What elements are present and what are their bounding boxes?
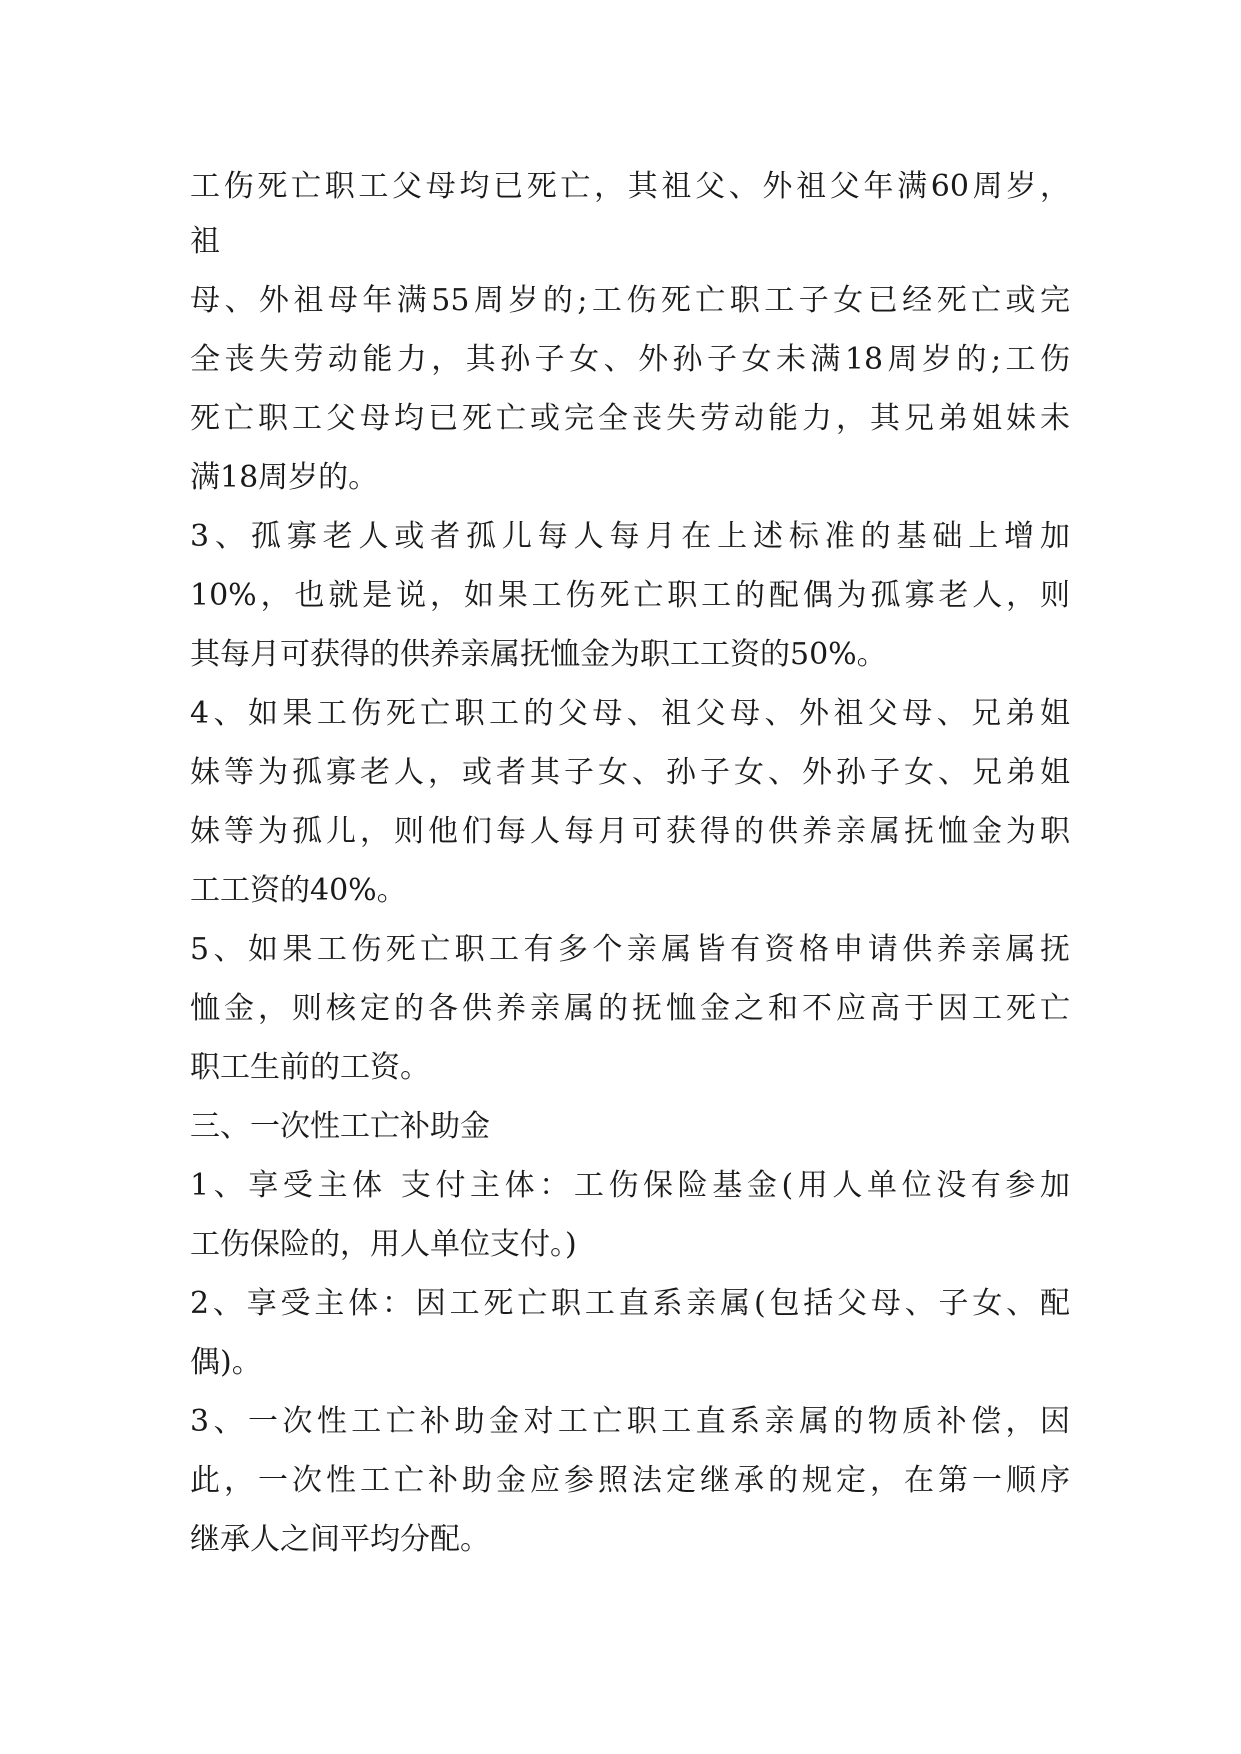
text-line: 其每月可获得的供养亲属抚恤金为职工工资的50%。: [190, 637, 887, 672]
text-line: 满18周岁的。: [190, 460, 379, 495]
text-line: 恤金，则核定的各供养亲属的抚恤金之和不应高于因工死亡: [190, 991, 1070, 1026]
text-line: 3、孤寡老人或者孤儿每人每月在上述标准的基础上增加: [190, 519, 1070, 554]
text-line: 妹等为孤儿，则他们每人每月可获得的供养亲属抚恤金为职: [190, 814, 1070, 849]
text-line: 5、如果工伤死亡职工有多个亲属皆有资格申请供养亲属抚: [190, 932, 1070, 967]
text-line: 2、享受主体：因工死亡职工直系亲属(包括父母、子女、配: [190, 1286, 1070, 1321]
text-line: 工伤保险的，用人单位支付。): [190, 1227, 577, 1262]
text-line: 职工生前的工资。: [190, 1050, 430, 1085]
document-body: [190, 162, 1070, 1569]
text-line: 3、一次性工亡补助金对工亡职工直系亲属的物质补偿，因: [190, 1404, 1070, 1439]
text-line: 工伤死亡职工父母均已死亡，其祖父、外祖父年满60周岁，: [190, 169, 1070, 204]
text-line: 全丧失劳动能力，其孙子女、外孙子女未满18周岁的;工伤: [190, 342, 1070, 377]
text-line: 此，一次性工亡补助金应参照法定继承的规定，在第一顺序: [190, 1463, 1070, 1498]
text-line: 妹等为孤寡老人，或者其子女、孙子女、外孙子女、兄弟姐: [190, 755, 1070, 790]
section-heading: 三、一次性工亡补助金: [190, 1109, 490, 1144]
text-line: 1、享受主体 支付主体：工伤保险基金(用人单位没有参加: [190, 1168, 1070, 1203]
text-line: 偶)。: [190, 1345, 262, 1380]
text-line: 继承人之间平均分配。: [190, 1522, 490, 1557]
text-line: 死亡职工父母均已死亡或完全丧失劳动能力，其兄弟姐妹未: [190, 401, 1070, 436]
text-line: 4、如果工伤死亡职工的父母、祖父母、外祖父母、兄弟姐: [190, 696, 1070, 731]
text-line: 祖: [190, 224, 220, 259]
text-line: 10%，也就是说，如果工伤死亡职工的配偶为孤寡老人，则: [190, 578, 1070, 613]
text-line: 工工资的40%。: [190, 873, 407, 908]
text-line: 母、外祖母年满55周岁的;工伤死亡职工子女已经死亡或完: [190, 283, 1070, 318]
